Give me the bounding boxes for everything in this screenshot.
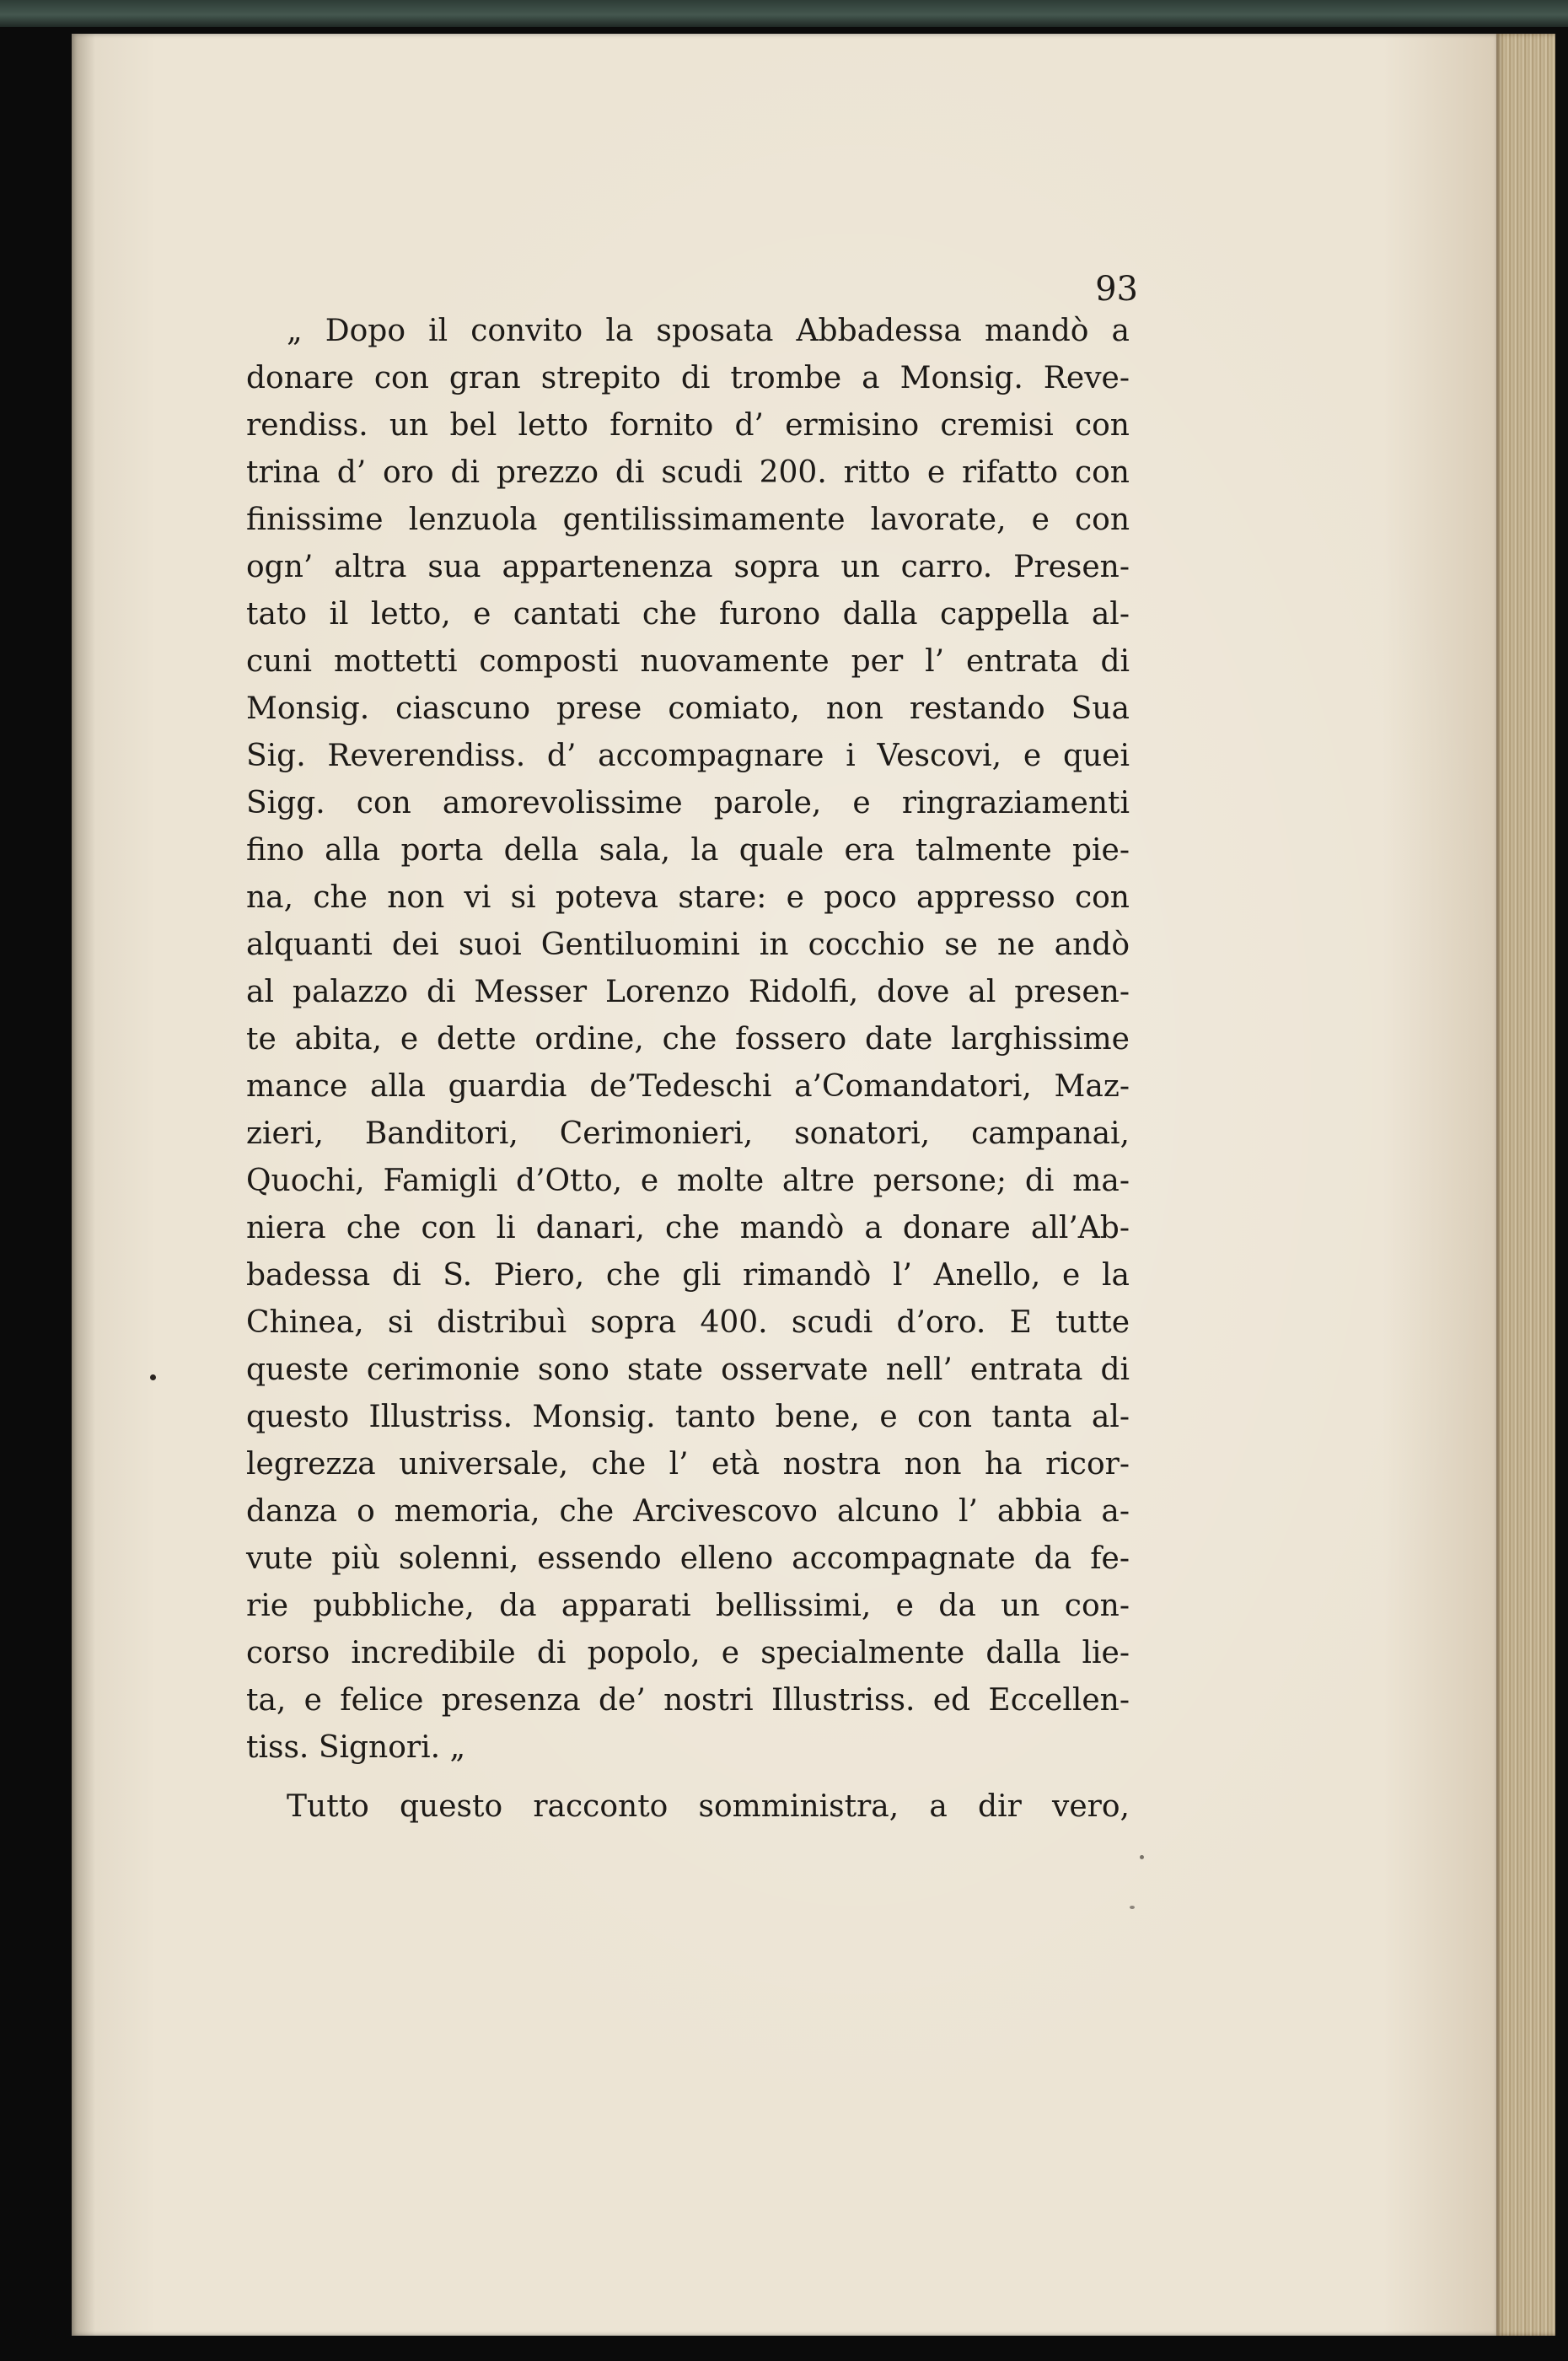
text-line: queste cerimonie sono state osservate nell’ entrata di bbox=[246, 1353, 1130, 1387]
page-fore-edge bbox=[1496, 34, 1555, 2336]
text-line: vute più solenni, essendo elleno accompagnate da fe- bbox=[246, 1541, 1130, 1576]
text-line: zieri, Banditori, Cerimonieri, sonatori, campanai, bbox=[246, 1116, 1130, 1151]
text-line: finissime lenzuola gentilissimamente lavorate, e con bbox=[246, 503, 1130, 537]
text-line: Monsig. ciascuno prese comiato, non restando Sua bbox=[246, 691, 1130, 726]
body-text bbox=[246, 308, 1130, 1952]
text-line: al palazzo di Messer Lorenzo Ridolfi, dove al presen- bbox=[246, 975, 1130, 1009]
text-line: legrezza universale, che l’ età nostra non ha ricor- bbox=[246, 1447, 1130, 1482]
text-line: alquanti dei suoi Gentiluomini in cocchio se ne andò bbox=[246, 928, 1130, 962]
ink-speck bbox=[1130, 1906, 1135, 1909]
text-line: na, che non vi si poteva stare: e poco appresso con bbox=[246, 880, 1130, 915]
text-line: „ Dopo il convito la sposata Abbadessa mandò a bbox=[287, 314, 1130, 348]
text-line: Sig. Reverendiss. d’ accompagnare i Vescovi, e quei bbox=[246, 739, 1130, 773]
text-line: tato il letto, e cantati che furono dalla cappella al- bbox=[246, 597, 1130, 632]
text-line: donare con gran strepito di trombe a Monsig. Reve- bbox=[246, 361, 1130, 395]
ink-speck bbox=[150, 1374, 156, 1380]
text-line: niera che con li danari, che mandò a donare all’Ab- bbox=[246, 1211, 1130, 1245]
text-line: Sigg. con amorevolissime parole, e ringraziamenti bbox=[246, 786, 1130, 820]
text-line: ogn’ altra sua appartenenza sopra un carro. Presen- bbox=[246, 550, 1130, 584]
text-line: questo Illustriss. Monsig. tanto bene, e con tanta al- bbox=[246, 1400, 1130, 1434]
text-line: Chinea, si distribuì sopra 400. scudi d’oro. E tutte bbox=[246, 1305, 1130, 1340]
text-line: danza o memoria, che Arcivescovo alcuno l’ abbia a- bbox=[246, 1494, 1130, 1529]
text-line: mance alla guardia de’Tedeschi a’Comandatori, Maz- bbox=[246, 1069, 1130, 1104]
text-line: Quochi, Famigli d’Otto, e molte altre persone; di ma- bbox=[246, 1164, 1130, 1198]
page-number: 93 bbox=[1095, 270, 1138, 309]
text-line: ta, e felice presenza de’ nostri Illustriss. ed Eccellen- bbox=[246, 1683, 1130, 1718]
text-line: rie pubbliche, da apparati bellissimi, e da un con- bbox=[246, 1589, 1130, 1623]
text-line: corso incredibile di popolo, e specialmente dalla lie- bbox=[246, 1636, 1130, 1670]
book-cover-edge bbox=[0, 0, 1568, 27]
text-line: te abita, e dette ordine, che fossero date larghissime bbox=[246, 1022, 1130, 1057]
text-line: trina d’ oro di prezzo di scudi 200. ritto e rifatto con bbox=[246, 455, 1130, 490]
text-line: badessa di S. Piero, che gli rimandò l’ Anello, e la bbox=[246, 1258, 1130, 1293]
text-line: fino alla porta della sala, la quale era talmente pie- bbox=[246, 833, 1130, 868]
gutter-shadow bbox=[72, 34, 95, 2336]
text-line: cuni mottetti composti nuovamente per l’ entrata di bbox=[246, 644, 1130, 679]
text-line: tiss. Signori. „ bbox=[246, 1730, 466, 1765]
ink-speck bbox=[1140, 1855, 1144, 1859]
text-line: Tutto questo racconto somministra, a dir vero, bbox=[287, 1789, 1130, 1824]
text-line: rendiss. un bel letto fornito d’ ermisino cremisi con bbox=[246, 408, 1130, 443]
